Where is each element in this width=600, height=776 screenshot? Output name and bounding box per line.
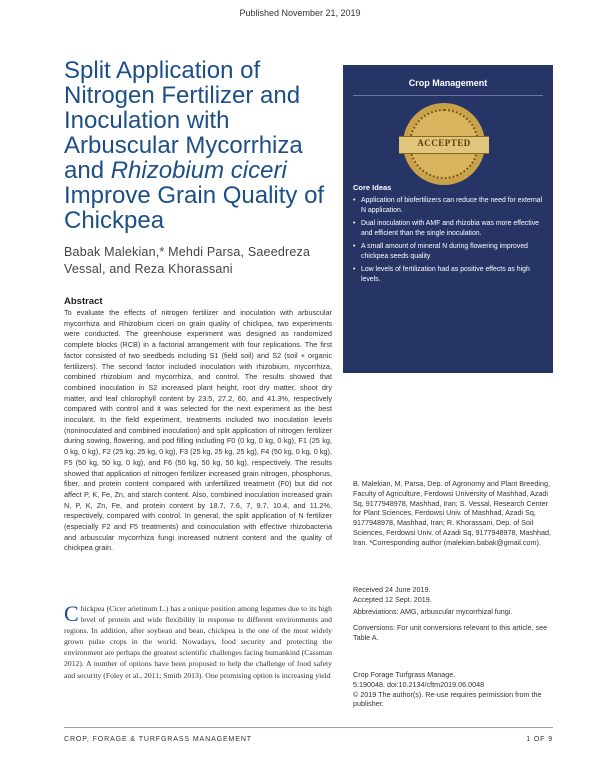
accepted-badge-icon [403,103,485,185]
journal-doi: 5:190048. doi:10.2134/cftm2019.06.0048 [353,679,485,689]
footer-journal: CROP, FORAGE & TURFGRASS MANAGEMENT [64,736,252,743]
core-idea-item: • A small amount of mineral N during flowering improved chickpea seeds quality [353,242,545,261]
core-ideas-heading: Core Ideas [353,183,392,192]
journal-info [353,670,553,709]
intro-text: hickpea (Cicer arietinum L.) has a unique position among legumes due to its high level of protein and wide flexibility in response to different environments and regions. In addition, after soybean and bean, chickpea is the one of the most widely grown pulse crops in the world. Nowadays, food security and protecting the environment are perhaps the greatest scientific challenges facing humankind (Cassman 2012). A number of options have been proposed to help the challenge of food safety and security (Foley et al., 2011; Smith 2013). One promising option is increasing yield [64,604,332,680]
abbreviations: Abbreviations: AMG, arbuscular mycorrhizal fungi. [353,607,513,616]
title-part-1: Split Application of Nitrogen Fertilizer and Inoculation with Arbuscular Mycorrhiza and [64,57,303,184]
accepted-date: Accepted 12 Sept. 2019. [353,594,432,604]
conversions: Conversions: For unit conversions relevant to this article, see Table A. [353,623,548,642]
page-number: 1 OF 9 [526,736,553,743]
author-affiliations: B. Malekian, M. Parsa, Dep. of Agronomy and Plant Breeding, Faculty of Agriculture, Ferdowsi University of Mashhad, Azadi Sq, 9177948978, Mashhad, Iran; S. Vessal, Research Center for Plant Sciences, Ferdowsi Univ. of Mashhad, Azadi Sq, 9177948978, Mashhad, Iran; R. Khorassani, Dep. of Soil Sciences, Ferdowsi Univ. of Azadi Sq, 9177948978, Mashhad, Iran. *Corresponding author (malekian.babak@gmail.com). [353,479,552,547]
title-part-2: Improve Grain Quality of Chickpea [64,182,325,234]
published-date: Published November 21, 2019 [239,8,361,18]
core-idea-item: • Dual inoculation with AMF and rhizobia was more effective and efficient than the single inoculation. [353,219,545,238]
copyright: © 2019 The author(s). Re-use requires permission from the publisher. [353,689,542,709]
core-idea-item: • Application of biofertilizers can reduce the need for external N application. [353,196,545,215]
received-date: Received 24 June 2019. [353,585,431,594]
badge-text: ACCEPTED [417,138,471,148]
title-italic: Rhizobium ciceri [110,157,287,184]
footer-divider [64,727,553,728]
intro-paragraph [64,603,332,681]
sidebar-divider [353,95,543,96]
article-dates [353,585,553,605]
article-title [64,58,326,233]
abstract-text: To evaluate the effects of nitrogen fertilizer and inoculation with arbuscular mycorrhiza and Rhizobium ciceri on grain quality of chickpea, two experiments were conducted. The greenhouse experiment was designed as randomized complete blocks (RCB) in a factorial arrangement with four replications. The first factor consisted of two seedbeds including S1 (field soil) and S2 (soil + organic fertilizers). The second factor included inoculation with rhizobium, mycorrhiza, combined rhizobium and mycorrhiza, and control. The results showed that combined inoculation in S2 increased plant height, root dry matter, shoot dry matter, and leaf chlorophyll content by 23.5, 27.2, 60, and 41.3%, respectively compared with control and it was selected for the next experiment as the best inoculant. In the field experiment, treatments included two inoculation levels (noninoculated and combined inoculation) and split application of nitrogen fertilizer during sowing, flowering, and pod filling including F0 (0 kg, 0 kg, 0 kg), F1 (25 kg, 0 kg, 0 kg), F2 (25 kg, 25 kg, 0 kg), F3 (25 kg, 25 kg, 25 kg), F4 (50 kg, 0 kg, 0 kg), F5 (50 kg, 50 kg, 0 kg), and F6 (50 kg, 50 kg, 50 kg), respectively. The results showed that application of nitrogen fertilizer increased grain nitrogen, phosphorus, fiber, and protein content compared with unfertilized treatment (F0) but did not affect P, K, Fe, Zn, and starch content. Also, combined inoculation increased grain N, P, K, Zn, Fe, and protein content by 18.7, 7.6, 7, 9.7, 10.4, and 11.2%, respectively, compared with control. In general, the split application of N fertilizer (especially F2 and F5 treatments) and coinoculation with effective rhizobacteria and arbuscular mycorrhiza fungi increased nutrient content and the quality of chickpea grain. [64,308,332,553]
abstract-heading: Abstract [64,296,103,307]
sidebar-box [343,65,553,373]
core-ideas-list [353,196,545,288]
section-label: Crop Management [408,78,488,88]
core-idea-item: • Low levels of fertilization had as positive effects as high levels. [353,265,545,284]
author-list: Babak Malekian,* Mehdi Parsa, Saeedreza Vessal, and Reza Khorassani [64,245,311,276]
drop-cap: C [64,601,79,626]
journal-name: Crop Forage Turfgrass Manage. [353,670,456,679]
